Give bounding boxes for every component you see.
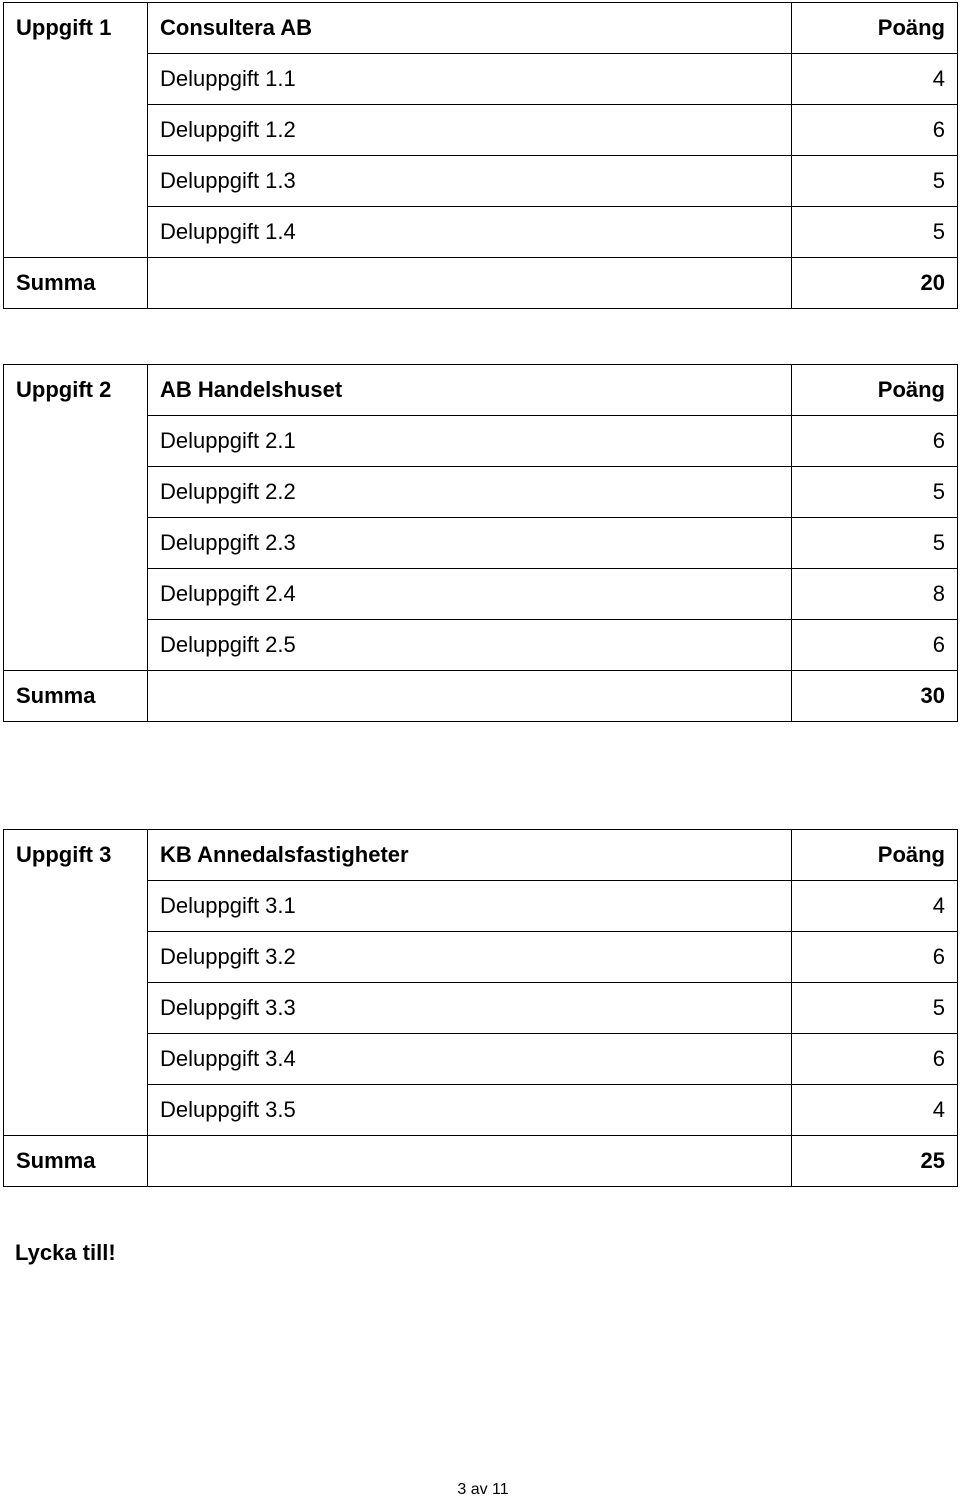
subtask-row: [4, 881, 958, 932]
subtask-points: 5: [792, 518, 958, 569]
task-3-table: [3, 829, 958, 1187]
subtask-points: 6: [792, 1034, 958, 1085]
subtask-points: 6: [792, 620, 958, 671]
sum-label: Summa: [4, 1136, 148, 1187]
task-header-row: [4, 365, 958, 416]
subtask-row: [4, 569, 958, 620]
subtask-row: [4, 156, 958, 207]
sum-row: [4, 258, 958, 309]
task-label: Uppgift 1: [4, 3, 148, 54]
subtask-row: [4, 54, 958, 105]
closing-text: Lycka till!: [15, 1240, 116, 1265]
sum-label: Summa: [4, 258, 148, 309]
subtask-name: Deluppgift 3.4: [148, 1034, 792, 1085]
subtask-name: Deluppgift 1.3: [148, 156, 792, 207]
subtask-points: 6: [792, 932, 958, 983]
subtask-name: Deluppgift 2.2: [148, 467, 792, 518]
sum-label: Summa: [4, 671, 148, 722]
subtask-row: [4, 207, 958, 258]
subtask-points: 6: [792, 416, 958, 467]
subtask-row: [4, 620, 958, 671]
company-name: KB Annedalsfastigheter: [148, 830, 792, 881]
points-header: Poäng: [792, 830, 958, 881]
subtask-row: [4, 1085, 958, 1136]
sum-row: [4, 671, 958, 722]
subtask-points: 4: [792, 54, 958, 105]
page-number: 3 av 11: [457, 1481, 509, 1498]
subtask-row: [4, 467, 958, 518]
subtask-name: Deluppgift 1.2: [148, 105, 792, 156]
sum-row: [4, 1136, 958, 1187]
subtask-points: 5: [792, 983, 958, 1034]
points-header: Poäng: [792, 3, 958, 54]
subtask-name: Deluppgift 3.1: [148, 881, 792, 932]
subtask-points: 6: [792, 105, 958, 156]
subtask-points: 4: [792, 1085, 958, 1136]
subtask-name: Deluppgift 2.4: [148, 569, 792, 620]
subtask-points: 8: [792, 569, 958, 620]
sum-value: 30: [792, 671, 958, 722]
subtask-row: [4, 518, 958, 569]
subtask-points: 5: [792, 467, 958, 518]
subtask-row: [4, 983, 958, 1034]
subtask-name: Deluppgift 2.5: [148, 620, 792, 671]
task-1-table: [3, 2, 958, 309]
subtask-name: Deluppgift 3.3: [148, 983, 792, 1034]
task-header-row: [4, 830, 958, 881]
company-name: AB Handelshuset: [148, 365, 792, 416]
task-label: Uppgift 2: [4, 365, 148, 416]
subtask-points: 5: [792, 156, 958, 207]
subtask-points: 5: [792, 207, 958, 258]
subtask-row: [4, 932, 958, 983]
subtask-row: [4, 416, 958, 467]
task-header-row: [4, 3, 958, 54]
company-name: Consultera AB: [148, 3, 792, 54]
sum-value: 20: [792, 258, 958, 309]
task-2-table: [3, 364, 958, 722]
subtask-name: Deluppgift 2.3: [148, 518, 792, 569]
task-label: Uppgift 3: [4, 830, 148, 881]
subtask-name: Deluppgift 2.1: [148, 416, 792, 467]
subtask-points: 4: [792, 881, 958, 932]
subtask-row: [4, 1034, 958, 1085]
points-header: Poäng: [792, 365, 958, 416]
subtask-name: Deluppgift 1.1: [148, 54, 792, 105]
sum-value: 25: [792, 1136, 958, 1187]
subtask-name: Deluppgift 3.2: [148, 932, 792, 983]
subtask-name: Deluppgift 1.4: [148, 207, 792, 258]
subtask-row: [4, 105, 958, 156]
subtask-name: Deluppgift 3.5: [148, 1085, 792, 1136]
